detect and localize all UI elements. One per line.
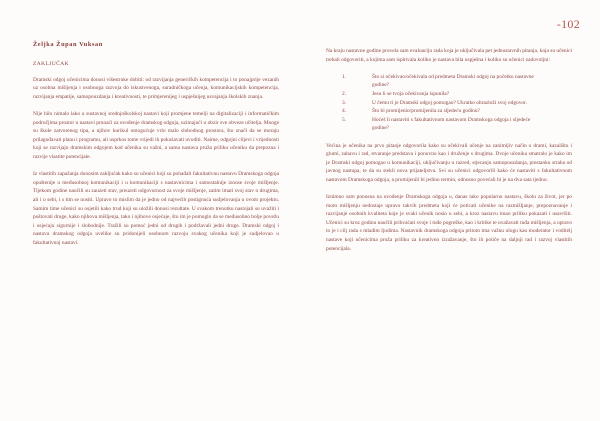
question-text: U čemu ti je Dramski odgoj pomogao? Ukratko obrazloži svoj odgovor. xyxy=(372,99,527,106)
paragraph: Nije bilo nimalo lako u sustavnoj srednjoškolskoj nastavi koji promjene temelji na digitalizaciji i informatičkim područjima prostor u nastavi pronaći za uvođenje dramskog odgoja, uzimajući u obzir sve obveze učitelja. Mnoge su škole zatvorenog tipa, a njihov kurikul omogućuje vrlo malo slobodnog prostora, što znači da se moraju prilagođavati planu i programu, ali usprkos tome vrijedi ih pokušavati uvoditi. Naime, odgojni ciljevi i vrijednosti koji se razvijaju dramskim odgojem kod učenika su važni, a sama nastava pruža priliku učeniku da prepozna i razvije vlastite potencijale. xyxy=(33,110,279,160)
question-item: 4. Što bi promijenio/promijenila za sljedeću godinu? xyxy=(342,108,480,115)
right-column xyxy=(326,47,572,262)
section-heading: ZAKLJUČAK xyxy=(33,61,69,67)
question-item: 2. Jesu li se tvoja očekivanja ispunila? xyxy=(342,90,450,97)
left-column xyxy=(33,60,279,256)
question-item: 5. Hoćeš li nastaviti s fakultativnom nastavom Dramskoga odgoja i sljedeće godine? xyxy=(342,116,531,132)
paragraph: Iz vlastitih zapažanja donosim zaključak kako su učenici koji su pohađali fakultativnu nastavu Dramskoga odgoja opuštenije u međusobnoj komunikaciji i u komunikaciji s nastavnicima i samostalnije iznose svoje mišljenje. Tijekom godine naučili su zauzeti stav, preuzeti odgovornost za svoje mišljenje, zatim imati svoj stav o drugima, ali i o sebi, i s tim se nositi. Upravo to mislim da je jedno od najvećih postignuća sudjelovanja u ovom projektu. Samim time učenici su osjetili kako trud koji su uložili donosi rezultate. U svakom trenutku nastojali su uvažiti i poštovati druge, kako njihova mišljenja, tako i njihove osjećaje, što im je pomoglo da se međusobno bolje povežu i osjećaju sigurnije i slobodnije. Tražili su pomoć jedni od drugih i podržavali jedni druge. Dramski odgoj i nastava dramskog odgoja uvelike su pridonijeli osobnom razvoju svakog učenika koji je sudjelovao u fakultativnoj nastavi. xyxy=(33,171,279,246)
paragraph: Većina je učenika na prvo pitanje odgovorila kako su očekivali učenje na zanimljiv način o drami, kazalištu i glumi, zabavu i rad, stvaranje predstava i ponovno kao i druženje s drugima. Dvoje učenika smatralo je kako im je Dramski odgoj pomogao u komunikaciji, uključivanju u razred, stjecanju samopouzdanja, prestanku straha od javnog nastupa, te da su stekli nova prijateljstva. Svi su učenici odgovorili kako će nastaviti s fakultativnom nastavom Dramskoga odgoja, a promijenili bi jedino termin, odnosno povećali bi je na dva sata tjedno. xyxy=(326,142,572,183)
question-item: 3. U čemu ti je Dramski odgoj pomogao? Ukratko obrazloži svoj odgovor. xyxy=(342,99,527,106)
question-item: 1. Što si očekivao/očekivala od predmeta Dramski odgoj na početku nastavne godine? xyxy=(342,73,534,89)
question-text: Jesu li se tvoja očekivanja ispunila? xyxy=(372,90,450,97)
question-text: Hoćeš li nastaviti s fakultativnom nastavom Dramskoga odgoja i sljedeće godine? xyxy=(372,116,531,132)
question-text: Što si očekivao/očekivala od predmeta Dramski odgoj na početku nastavne godine? xyxy=(372,73,534,89)
intro-paragraph: Na kraju nastavne godine provela sam evaluaciju rada koja je uključivala pet jednostavnih pitanja, koja su učenici trebali odgovoriti, a kojima sam ispitivala koliko je nastava bila uspješna i koliko su učenici zadovoljni: xyxy=(326,48,572,63)
author-name: Željka Župan Vuksan xyxy=(33,41,103,48)
page-number: -102 xyxy=(556,17,580,31)
paragraph: Iznimno sam ponosna na uvođenje Dramskoga odgoja u, danas tako popularnu nastavu, školu za život, jer po mom mišljenju nedostaje upravo takvih predmeta koji će poticati učenike na razmišljanje, prepoznavanje i razvijanje osobnih kvaliteta koje je svaki učenik nosio u sebi, a kroz nastavu imao priliku pokazati i usavršiti. Učenici su kroz godinu naučili prihvaćati svoje i tuđe pogreške, kao i kritike te uvažavati tuđa mišljenja, a upravo to je i cilj rada s mladim ljudima. Nastavnik dramskoga odgoja pritom ima važnu ulogu kao moderator i voditelj nastave koji učenicima pruža priliku za kreativno izražavanje, što ih potiče na daljnji rad i razvoj vlastitih potencijala. xyxy=(326,194,572,252)
paragraph: Dramski odgoj učenicima donosi višestruke dobiti: od razvijanja generičkih kompetencija i to ponajprije vezanih uz osobna mišljenja i osobnoga razvoja do iskustvenoga, suradničkoga učenja, komunikacijskih kompetencija, razvijanja empatije, samopouzdanja i kreativnosti, te primjerenijeg i uspješnijeg usvajanja školskih znanja. xyxy=(33,76,279,100)
question-text: Što bi promijenio/promijenila za sljedeću godinu? xyxy=(372,108,480,115)
evaluation-questions xyxy=(326,73,572,133)
